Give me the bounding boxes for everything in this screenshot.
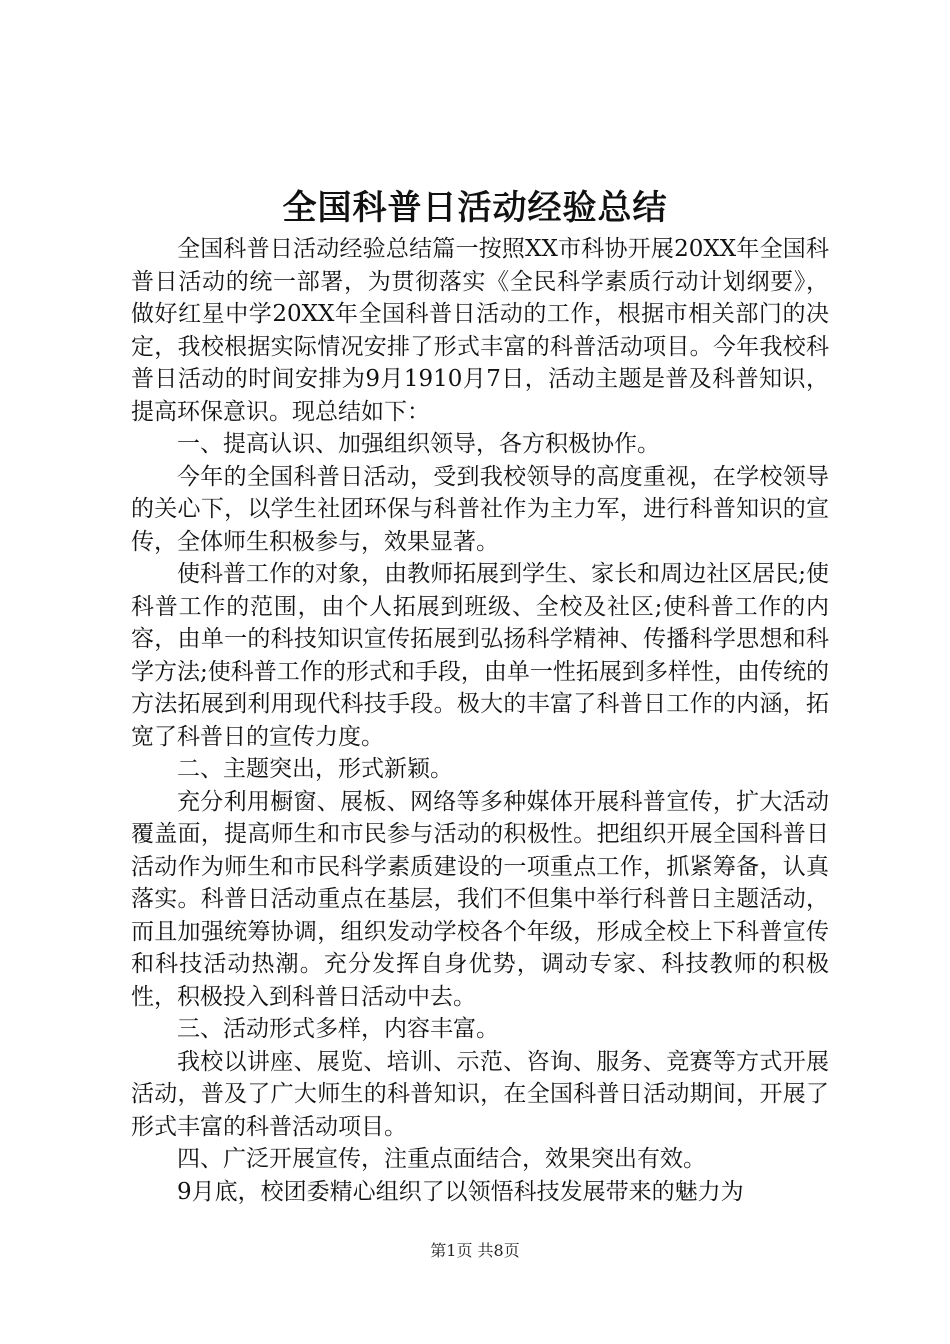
paragraph: 使科普工作的对象，由教师拓展到学生、家长和周边社区居民;使科普工作的范围，由个人拓展到班级、全校及社区;使科普工作的内容，由单一的科技知识宣传拓展到弘扬科学精神、传播科学思想和科学方法;使科普工作的形式和手段，由单一性拓展到多样性，由传统的方法拓展到利用现代科技手段。极大的丰富了科普日工作的内涵，拓宽了科普日的宣传力度。 [131,561,829,750]
section-heading-3: 三、活动形式多样，内容丰富。 [177,1016,499,1042]
document-body [131,233,829,1208]
paragraph: 充分利用橱窗、展板、网络等多种媒体开展科普宣传，扩大活动覆盖面，提高师生和市民参与活动的积极性。把组织开展全国科普日活动作为师生和市民科学素质建设的一项重点工作，抓紧筹备，认真落实。科普日活动重点在基层，我们不但集中举行科普日主题活动，而且加强统筹协调，组织发动学校各个年级，形成全校上下科普宣传和科技活动热潮。充分发挥自身优势，调动专家、科技教师的积极性，积极投入到科普日活动中去。 [131,788,829,1010]
section-heading-1: 一、提高认识、加强组织领导，各方积极协作。 [177,431,660,457]
paragraph: 今年的全国科普日活动，受到我校领导的高度重视，在学校领导的关心下，以学生社团环保与科普社作为主力军，进行科普知识的宣传，全体师生积极参与，效果显著。 [131,463,829,555]
section-heading-4: 四、广泛开展宣传，注重点面结合，效果突出有效。 [177,1146,706,1172]
section-heading-2: 二、主题突出，形式新颖。 [177,756,453,782]
paragraph-intro: 全国科普日活动经验总结篇一按照XX市科协开展20XX年全国科普日活动的统一部署，为贯彻落实《全民科学素质行动计划纲要》，做好红星中学20XX年全国科普日活动的工作，根据市相关部门的决定，我校根据实际情况安排了形式丰富的科普活动项目。今年我校科普日活动的时间安排为9月1910月7日，活动主题是普及科普知识，提高环保意识。现总结如下： [131,236,829,425]
document-title: 全国科普日活动经验总结 [282,188,668,228]
paragraph: 我校以讲座、展览、培训、示范、咨询、服务、竞赛等方式开展活动，普及了广大师生的科普知识，在全国科普日活动期间，开展了形式丰富的科普活动项目。 [131,1048,829,1140]
page-number-footer: 第1页 共8页 [430,1241,520,1260]
paragraph: 9月底，校团委精心组织了以领悟科技发展带来的魅力为 [177,1178,744,1205]
